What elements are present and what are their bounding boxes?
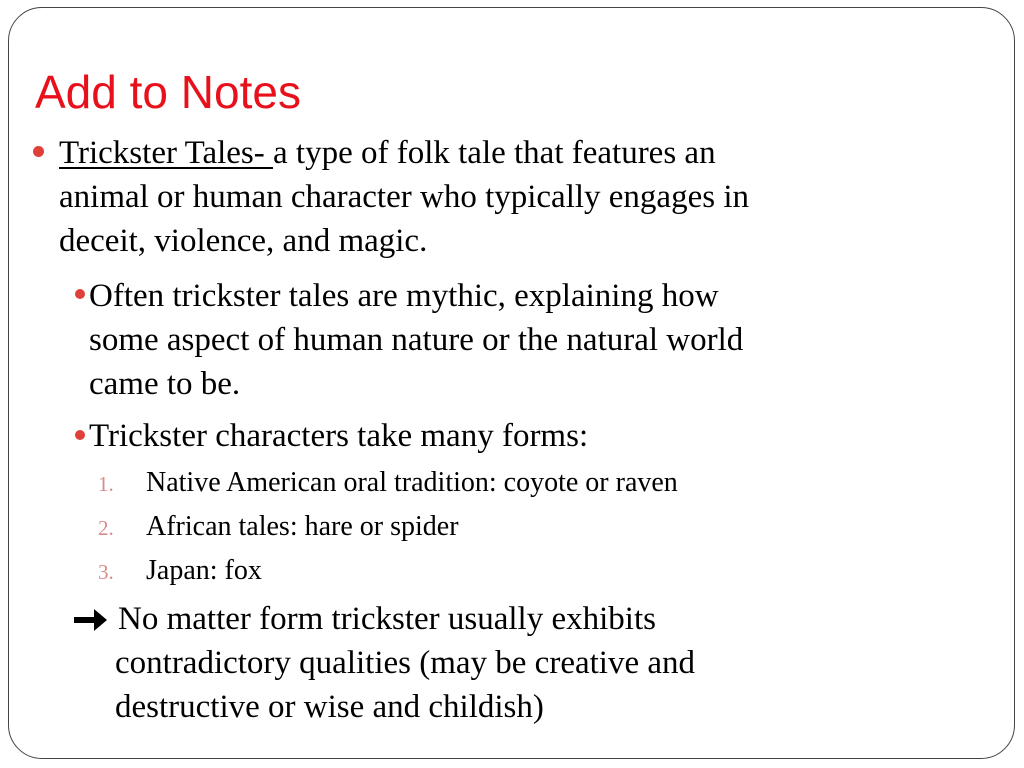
definition-line-1 [59,131,716,175]
definition-line-3: deceit, violence, and magic. [59,223,428,259]
right-arrow-icon [70,600,110,640]
sub-bullet-2-line-1: Trickster characters take many forms: [89,418,589,454]
list-number: 2. [98,516,114,540]
definition-text: a type of folk tale that features an [273,135,716,171]
sub-bullet-1-line-1: Often trickster tales are mythic, explaining how [89,278,719,314]
bullet-icon [75,430,85,440]
sub-bullet-1-line-3: came to be. [89,366,241,402]
conclusion-line-3: destructive or wise and childish) [115,689,544,725]
conclusion-line-2: contradictory qualities (may be creative and [115,645,695,681]
list-item: African tales: hare or spider [146,511,459,542]
sub-bullet-1-line-2: some aspect of human nature or the natural world [89,322,744,358]
list-item: Japan: fox [146,555,262,586]
conclusion-line-1: No matter form trickster usually exhibits [118,601,656,637]
list-number: 1. [98,472,114,496]
definition-line-2: animal or human character who typically engages in [59,179,749,215]
term-trickster-tales: Trickster Tales- [59,135,274,171]
list-number: 3. [98,560,114,584]
list-item: Native American oral tradition: coyote or raven [146,467,678,498]
bullet-icon [33,146,44,157]
slide-title: Add to Notes [35,66,301,118]
bullet-icon [75,289,85,299]
